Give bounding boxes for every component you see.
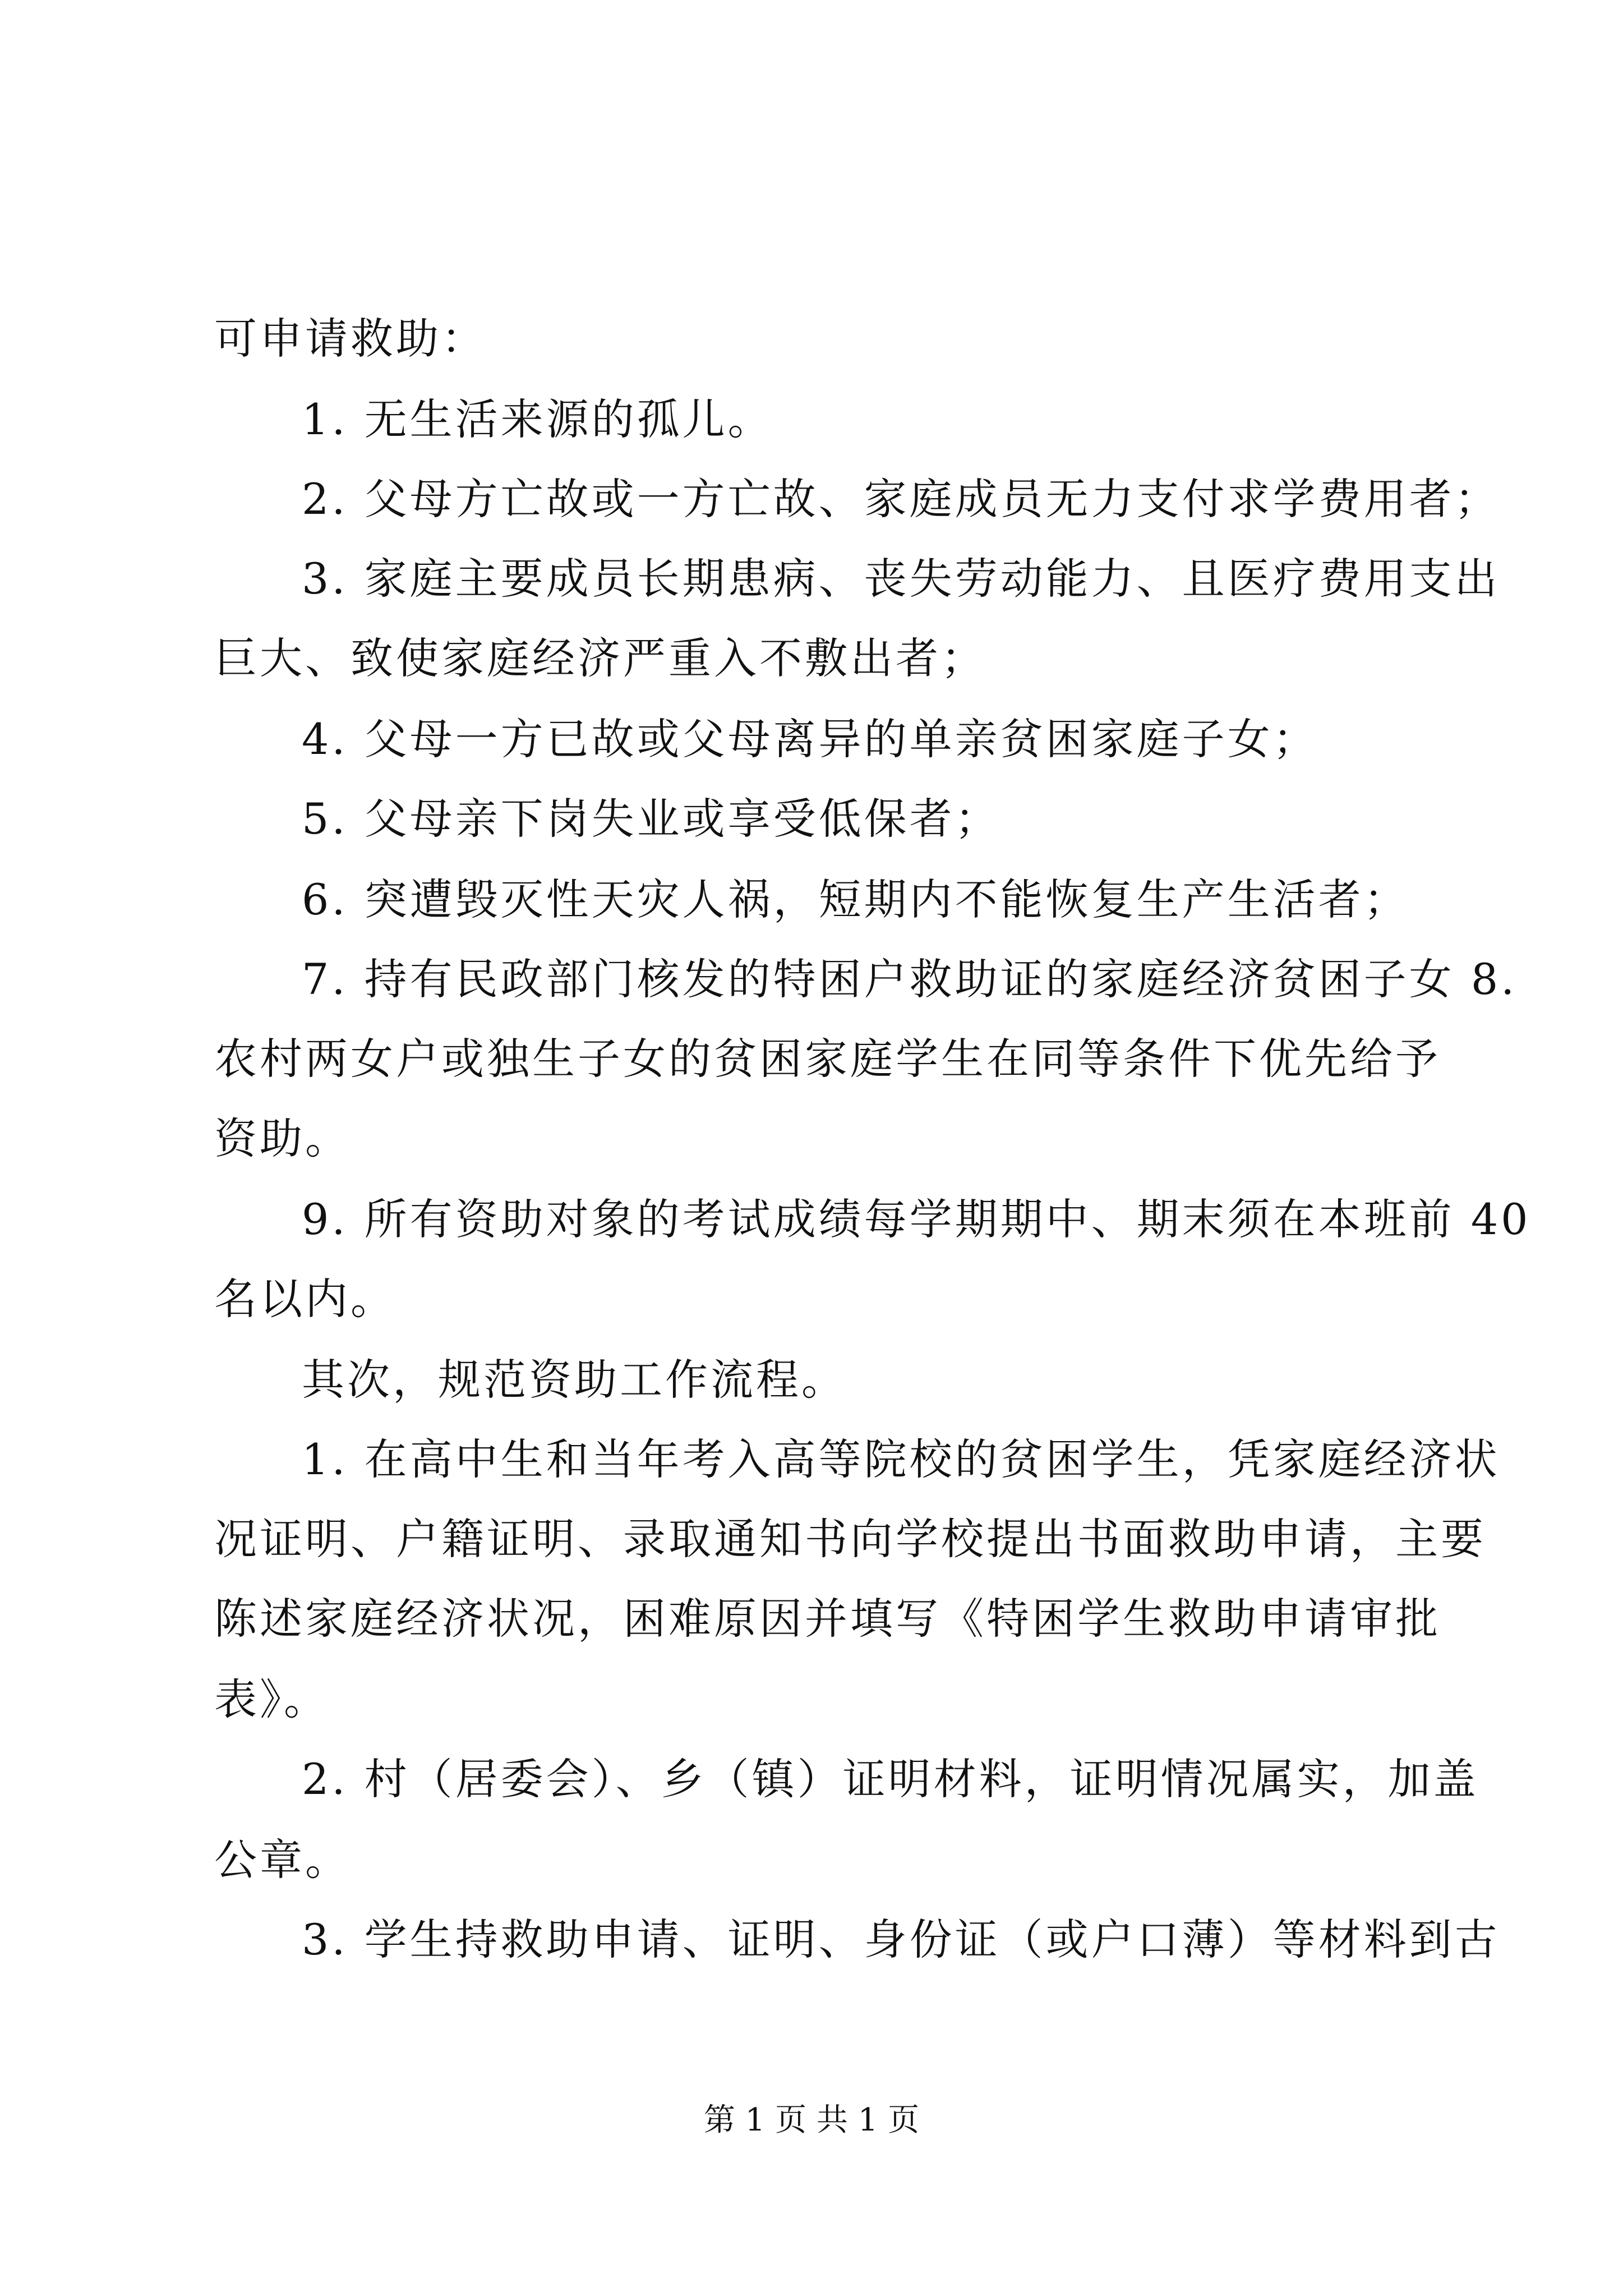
step-3: 3. 学生持救助申请、证明、身份证（或户口薄）等材料到古: [302, 1915, 1500, 1964]
page-footer: 第 1 页 共 1 页: [703, 2102, 920, 2138]
section-heading: 其次，规范资助工作流程。: [302, 1355, 847, 1405]
list-item-9: 9. 所有资助对象的考试成绩每学期期中、期末须在本班前 40: [302, 1194, 1531, 1244]
step-2: 2. 村（居委会）、乡（镇）证明材料，证明情况属实，加盖: [302, 1754, 1479, 1804]
list-item-4: 4. 父母一方已故或父母离异的单亲贫困家庭子女；: [302, 714, 1318, 764]
list-item-5: 5. 父母亲下岗失业或享受低保者；: [302, 794, 1000, 844]
list-item-8: 农村两女户或独生子女的贫困家庭学生在同等条件下优先给予: [214, 1034, 1441, 1084]
list-item-7: 7. 持有民政部门核发的特困户救助证的家庭经济贫困子女 8.: [302, 954, 1518, 1004]
list-item-3: 3. 家庭主要成员长期患病、丧失劳动能力、且医疗费用支出: [302, 554, 1500, 604]
list-item-9-cont: 名以内。: [214, 1274, 396, 1324]
step-2-cont: 公章。: [214, 1835, 351, 1885]
text-line-1: 可申请救助：: [214, 314, 487, 364]
step-1-cont-2: 陈述家庭经济状况，困难原因并填写《特困学生救助申请审批: [214, 1594, 1441, 1644]
list-item-8-cont: 资助。: [214, 1114, 351, 1163]
list-item-6: 6. 突遭毁灭性天灾人祸，短期内不能恢复生产生活者；: [302, 875, 1409, 924]
step-1-cont-1: 况证明、户籍证明、录取通知书向学校提出书面救助申请，主要: [214, 1514, 1486, 1564]
step-1: 1. 在高中生和当年考入高等院校的贫困学生，凭家庭经济状: [302, 1434, 1500, 1484]
list-item-2: 2. 父母方亡故或一方亡故、家庭成员无力支付求学费用者；: [302, 474, 1500, 524]
list-item-1: 1. 无生活来源的孤儿。: [302, 394, 773, 444]
step-1-cont-3: 表》。: [214, 1674, 329, 1724]
list-item-3-cont: 巨大、致使家庭经济严重入不敷出者；: [214, 633, 986, 683]
